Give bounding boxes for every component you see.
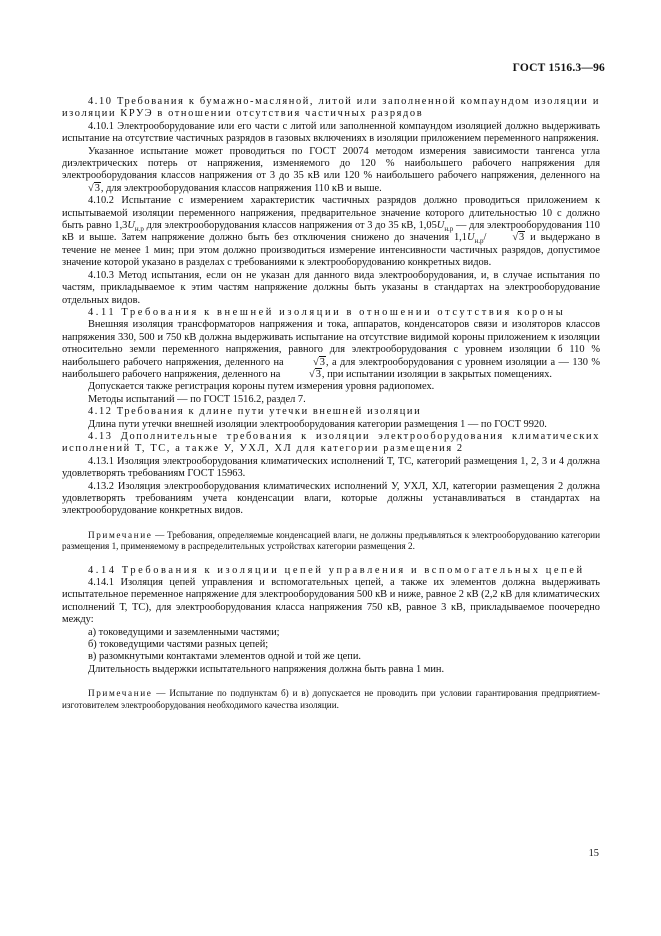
paragraph-4-11-corona: Внешняя изоляция трансформаторов напряжения и тока, аппаратов, конденсаторов связи и изоляторов классов напряжения 330, 500 и 750 кВ должна выдерживать испытание на отсутствие видимой короны приложением к изоляции относительно земли переменного напряжения, равного для электрооборудования с уровнем изоляции б 110 % наибольшего рабочего напряжения, деленного на √3, а для электрооборудования с уровнем изоляции а — 130 % наибольшего рабочего напряжения, деленного на √3, при испытании изоляции в закрытых помещениях. — [62, 319, 600, 380]
section-heading-4-10: 4.10 Требования к бумажно-масляной, литой или заполненной компаундом изоляции и изоляции КРУЭ в отношении отсутствия частичных разрядов — [62, 96, 600, 120]
paragraph-4-10-3: 4.10.3 Метод испытания, если он не указан для данного вида электрооборудования, и, в случае испытания по частям, прикладываемое к этим частям напряжение должны быть указаны в стандартах на электрооборудование отдельных видов. — [62, 269, 600, 306]
paragraph-4-10-1: 4.10.1 Электрооборудование или его части с литой или заполненной компаундом изоляцией должно выдерживать испытание на отсутствие частичных разрядов в газовых включениях в изоляции приложением переменного напряжения. — [62, 120, 600, 145]
list-item-c: в) разомкнутыми контактами элементов одной и той же цепи. — [88, 651, 362, 663]
paragraph-4-12-creepage: Длина пути утечки внешней изоляции электрооборудования категории размещения 1 — по ГОСТ 9920. — [88, 418, 547, 430]
sqrt3-formula: √3 — [88, 182, 100, 194]
page-number: 15 — [588, 848, 599, 859]
section-heading-4-11: 4.11 Требования к внешней изоляции в отношении отсутствия короны — [88, 306, 566, 318]
section-heading-4-12: 4.12 Требования к длине пути утечки внешней изоляции — [88, 406, 422, 418]
section-heading-4-14: 4.14 Требования к изоляции цепей управления и вспомогательных цепей — [88, 564, 585, 576]
paragraph-4-10-1-method: Указанное испытание может проводиться по ГОСТ 20074 методом измерения зависимости тангенса угла диэлектрических потерь от напряжения, изменяемого до 120 % наибольшего рабочего напряжения для электрооборудования классов напряжения от 3 до 35 кВ или 120 % наибольшего рабочего напряжения, деленного на √3, для электрооборудования классов напряжения 110 кВ и выше. — [62, 145, 600, 194]
paragraph-test-methods: Методы испытаний — по ГОСТ 1516.2, раздел 7. — [88, 393, 306, 405]
paragraph-4-13-2: 4.13.2 Изоляция электрооборудования климатических исполнений У, УХЛ, ХЛ, категории размещения 2 должна удовлетворять требованиям учета конденсации влаги, которые должны устанавливаться в стандартах на электрооборудование конкретных видов. — [62, 480, 600, 517]
list-item-a: а) токоведущими и заземленными частями; — [88, 626, 280, 638]
paragraph-4-13-1: 4.13.1 Изоляция электрооборудования климатических исполнений Т, ТС, категорий размещения 1, 2, 3 и 4 должна удовлетворять требованиям ГОСТ 15963. — [62, 455, 600, 480]
document-body — [62, 96, 600, 723]
paragraph-4-14-1: 4.14.1 Изоляция цепей управления и вспомогательных цепей, а также их элементов должна выдерживать испытательное переменное напряжение для электрооборудования 500 кВ и ниже, равное 2 кВ (2,2 кВ для климатических исполнений Т, ТС), для электрооборудования класса напряжения 750 кВ, равное 3 кВ, прикладываемое поочередно между: — [62, 577, 600, 626]
note-4-13: Примечание — Требования, определяемые конденсацией влаги, не должны предъявляться к электрооборудованию категории размещения 1, применяемому в распределительных устройствах категории размещения 2. — [62, 529, 601, 552]
paragraph-test-duration: Длительность выдержки испытательного напряжения должна быть равна 1 мин. — [88, 663, 445, 675]
note-4-14: Примечание — Испытание по подпунктам б) и в) допускается не проводить при условии гарантирования предприятием-изготовителем электрооборудования необходимого качества изоляции. — [62, 688, 600, 710]
paragraph-radio-interference: Допускается также регистрация короны путем измерения уровня радиопомех. — [88, 381, 435, 393]
paragraph-4-10-2: 4.10.2 Испытание с измерением характеристик частичных разрядов должно проводиться приложением к испытываемой изоляции переменного напряжения, предварительное значение которого длительностью 10 с должно быть равно $1,3U_{н.р}$ для электрооборудования классов напряжения от 3 до 35 кВ, $1,05U_{н.р}$ — для электрооборудования 110 кВ и выше. Затем напряжение должно быть без отключения снижено до значения $1,1U_{н.р}/$ √3 и выдержано в течение не менее 1 мин; при этом должно производиться измерение интенсивности частичных разрядов, допустимое значение которой указано в разделах с требованиями к электрооборудованию конкретных видов. — [62, 195, 600, 269]
document-header: ГОСТ 1516.3—96 — [512, 62, 605, 74]
section-heading-4-13: 4.13 Дополнительные требования к изоляции электрооборудования климатических исполнений Т, ТС, а также У, УХЛ, ХЛ для категории размещения 2 — [62, 430, 600, 455]
list-item-b: б) токоведущими частями разных цепей; — [88, 639, 269, 651]
